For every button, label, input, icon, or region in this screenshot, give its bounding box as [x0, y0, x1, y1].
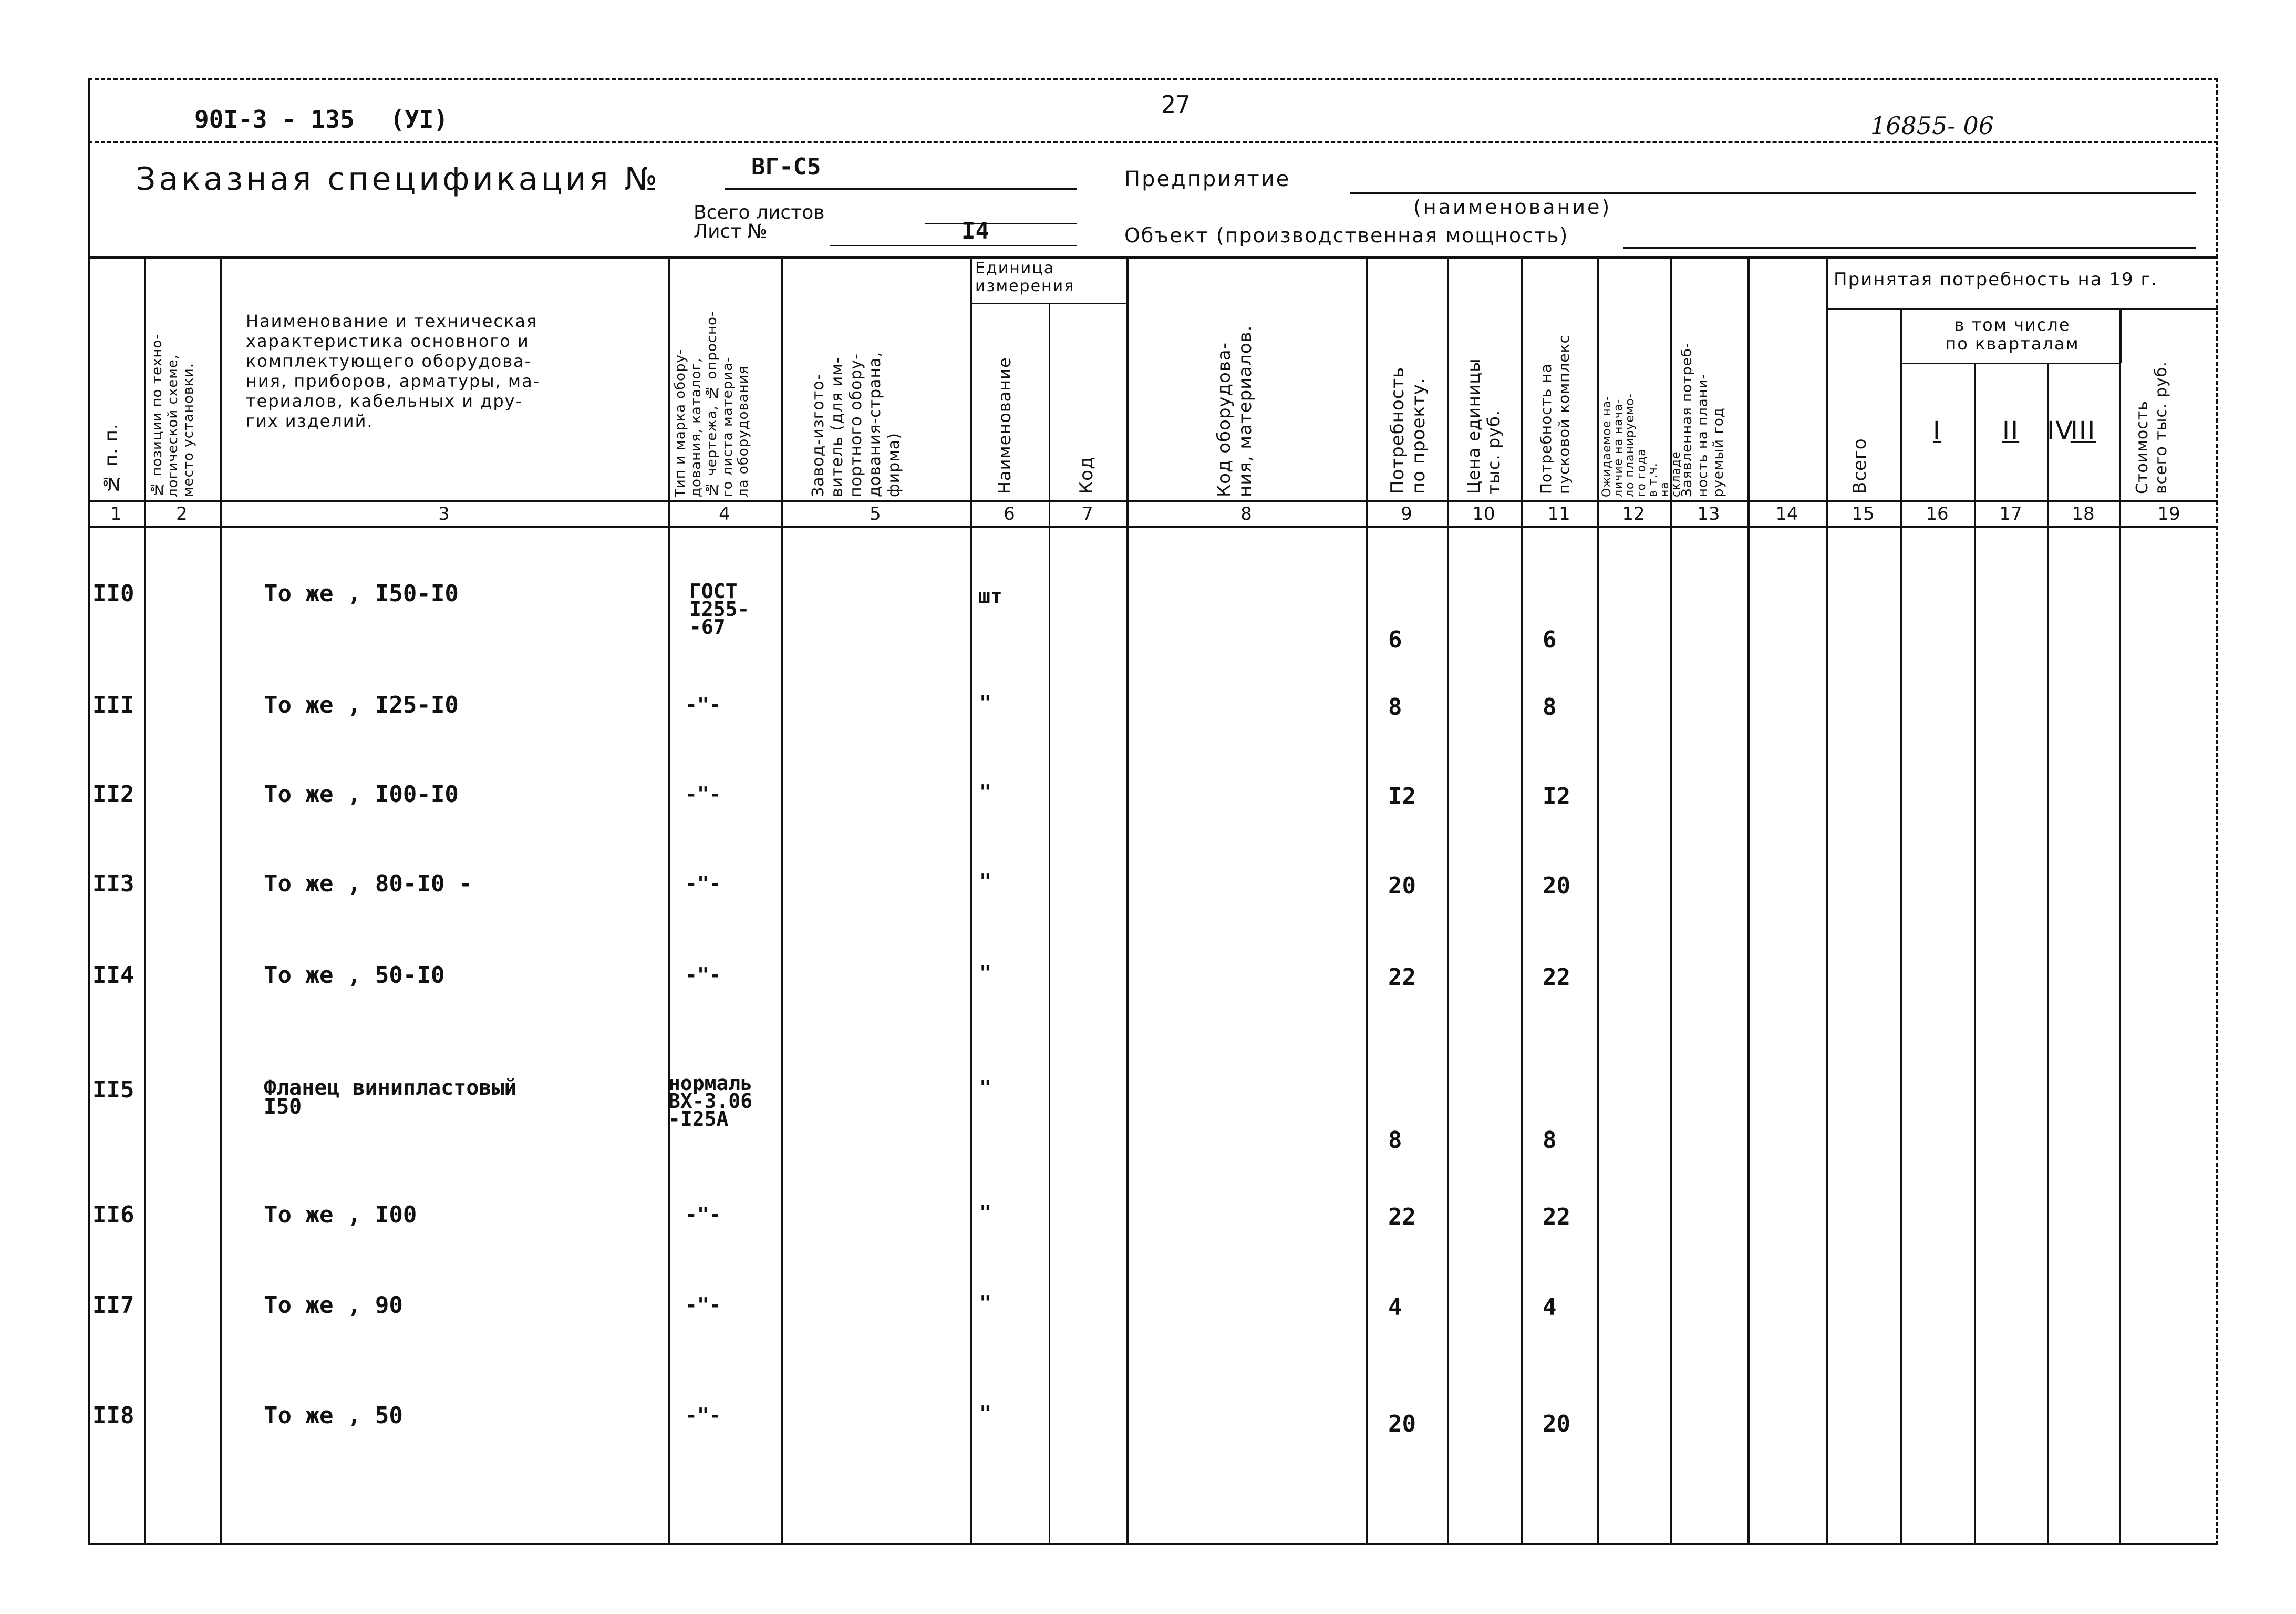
quarters-group-line: [1900, 363, 2119, 364]
row-name: То же , I00: [264, 1201, 417, 1228]
row-launch: 4: [1543, 1294, 1557, 1321]
row-type: -"-: [685, 963, 721, 986]
row-need: 4: [1388, 1294, 1402, 1321]
enterprise-caption: (наименование): [1413, 196, 1612, 219]
row-launch: 20: [1543, 872, 1570, 899]
col-19-header: Стоимость всего тыс. руб.: [2133, 361, 2170, 494]
col-num-8: 8: [1240, 503, 1252, 525]
row-type: -"-: [685, 1293, 721, 1317]
col-sep-5: [970, 256, 972, 1545]
row-position: III: [92, 692, 135, 718]
col-num-10: 10: [1472, 503, 1495, 525]
col-17-header: III: [2070, 416, 2096, 446]
spec-number-underline: [725, 188, 1077, 190]
col-5-header: Завод-изгото- витель (для им- портного обору- дования-страна, фирма): [809, 351, 903, 497]
specification-sheet: [88, 78, 2218, 1545]
total-sheets-label: Всего листов: [694, 202, 825, 223]
row-unit: ": [979, 961, 991, 984]
row-launch: 20: [1543, 1411, 1570, 1437]
col-sep-17: [2047, 363, 2049, 1545]
col-num-17: 17: [1999, 503, 2022, 525]
col-sep-10: [1521, 256, 1523, 1545]
column-number-row-top: [88, 500, 2218, 502]
row-name: Фланец винипластовый I50: [264, 1076, 517, 1119]
col-num-1: 1: [110, 503, 122, 525]
table-top-border: [88, 256, 2218, 259]
col-num-7: 7: [1082, 503, 1093, 525]
row-position: II6: [92, 1201, 135, 1228]
col-num-9: 9: [1401, 503, 1412, 525]
col-11-header: Потребность на пусковой комплекс: [1537, 335, 1573, 494]
sheet-number-underline: [830, 245, 1077, 246]
col-sep-8: [1366, 256, 1368, 1545]
sheet-number: I4: [961, 218, 989, 244]
row-position: II0: [92, 580, 135, 607]
col-3-header: Наименование и техническая характеристика основного и комплектующего оборудова- ния, приборов, арматуры, ма- териалов, кабельных и дру- гих изделий.: [246, 311, 541, 431]
row-type: -"-: [685, 1203, 721, 1226]
col-sep-18: [2119, 363, 2121, 1545]
col-num-14: 14: [1775, 503, 1798, 525]
col-4-header: Тип и марка обору- дования, каталог, № чертежа, № опросно- го листа материа- ла оборудования: [673, 311, 751, 497]
row-name: То же , 50: [264, 1402, 403, 1429]
row-position: II8: [92, 1402, 135, 1429]
col-12-header: Ожидаемое на- личие на нача- ло планируемо- го года в т.ч. на складе: [1600, 393, 1683, 497]
row-unit: ": [979, 1291, 991, 1314]
col-num-18: 18: [2072, 503, 2095, 525]
col-sep-16: [1974, 363, 1976, 1545]
col-sep-7: [1126, 256, 1129, 1545]
col-num-15: 15: [1852, 503, 1875, 525]
row-need: 20: [1388, 872, 1416, 899]
row-name: То же , 80-I0 -: [264, 870, 473, 897]
row-launch: I2: [1543, 783, 1570, 810]
quarters-group-header: в том числе по кварталам: [1945, 315, 2080, 354]
col-8-header: Код оборудова- ния, материалов.: [1214, 325, 1256, 497]
row-need: I2: [1388, 783, 1416, 810]
col-14-header: Всего: [1849, 438, 1870, 494]
col-sep-4: [781, 256, 783, 1545]
sheet-label: Лист №: [694, 221, 768, 242]
row-launch: 8: [1543, 694, 1557, 721]
unit-group-line: [970, 303, 1126, 304]
row-unit: ": [979, 691, 991, 714]
inventory-number: 16855- 06: [1870, 111, 1994, 140]
object-underline: [1623, 247, 2196, 249]
row-position: II4: [92, 962, 135, 989]
col-7-header: Код: [1076, 456, 1097, 494]
row-unit: ": [979, 780, 991, 804]
row-unit: ": [979, 1076, 991, 1099]
row-name: То же , 50-I0: [264, 962, 445, 989]
col-1-header: № п. п.: [101, 423, 122, 494]
col-num-19: 19: [2157, 503, 2180, 525]
row-unit: ": [979, 1402, 991, 1425]
col-num-5: 5: [870, 503, 881, 525]
enterprise-label: Предприятие: [1124, 167, 1291, 191]
row-type: нормаль ВХ-3.06 -I25А: [668, 1072, 753, 1130]
row-name: То же , 90: [264, 1292, 403, 1319]
total-sheets-underline: [925, 223, 1077, 224]
col-9-header: Потребность по проекту.: [1387, 366, 1429, 494]
row-need: 20: [1388, 1411, 1416, 1437]
col-sep-9: [1447, 256, 1449, 1545]
row-position: II2: [92, 781, 135, 808]
row-name: То же , I50-I0: [264, 580, 459, 607]
row-need: 22: [1388, 964, 1416, 991]
col-num-13: 13: [1697, 503, 1720, 525]
col-sep-15: [1900, 308, 1902, 1545]
spec-number: ВГ-С5: [751, 153, 821, 180]
col-sep-6: [1049, 303, 1050, 1545]
row-position: II5: [92, 1076, 135, 1103]
col-15-header: I: [1932, 416, 1942, 446]
col-13-header: Заявленная потреб- ность на плани- руемый год: [1679, 343, 1726, 497]
col-sep-14: [1826, 256, 1828, 1545]
col-num-3: 3: [438, 503, 450, 525]
accepted-group-header: Принятая потребность на 19 г.: [1834, 269, 2158, 290]
col-sep-19: [2119, 308, 2122, 363]
row-unit: ": [979, 1201, 991, 1224]
accepted-group-line: [1826, 308, 2218, 310]
row-need: 22: [1388, 1204, 1416, 1230]
col-sep-3: [668, 256, 670, 1545]
row-type: ГОСТ I255- -67: [689, 580, 750, 639]
col-6-header: Наименование: [995, 357, 1015, 494]
row-launch: 8: [1543, 1127, 1557, 1154]
row-unit: шт: [978, 585, 1002, 608]
row-type: -"-: [685, 872, 721, 895]
col-16-header: II: [2002, 416, 2020, 446]
col-num-12: 12: [1622, 503, 1645, 525]
col-10-header: Цена единицы тыс. руб.: [1464, 358, 1504, 494]
row-type: -"-: [685, 1404, 721, 1427]
spec-title: Заказная спецификация №: [136, 161, 660, 198]
col-sep-1: [144, 256, 146, 1545]
page-number: 27: [1161, 90, 1191, 119]
unit-group-header: Единица измерения: [975, 259, 1075, 295]
col-sep-11: [1597, 256, 1599, 1545]
col-num-6: 6: [1004, 503, 1015, 525]
col-num-2: 2: [176, 503, 188, 525]
row-need: 8: [1388, 1127, 1402, 1154]
col-num-11: 11: [1547, 503, 1570, 525]
row-need: 8: [1388, 694, 1402, 721]
row-position: II3: [92, 870, 135, 897]
header-divider: [88, 141, 2218, 143]
row-type: -"-: [685, 783, 721, 806]
column-number-row-bottom: [88, 526, 2218, 528]
doc-code: 90I-3 - 135 (УI): [194, 105, 449, 133]
col-sep-2: [220, 256, 222, 1545]
row-position: II7: [92, 1292, 135, 1319]
row-launch: 22: [1543, 1204, 1570, 1230]
col-sep-13: [1747, 256, 1750, 1545]
row-name: То же , I25-I0: [264, 692, 459, 718]
enterprise-underline: [1350, 192, 2196, 194]
col-num-16: 16: [1926, 503, 1949, 525]
row-launch: 22: [1543, 964, 1570, 991]
row-type: -"-: [685, 693, 721, 716]
object-label: Объект (производственная мощность): [1124, 224, 1569, 247]
row-launch: 6: [1543, 626, 1557, 653]
row-name: То же , I00-I0: [264, 781, 459, 808]
row-unit: ": [979, 870, 991, 893]
col-2-header: № позиции по техно- логической схеме, место установки.: [149, 334, 196, 497]
col-num-4: 4: [719, 503, 730, 525]
row-need: 6: [1388, 626, 1402, 653]
